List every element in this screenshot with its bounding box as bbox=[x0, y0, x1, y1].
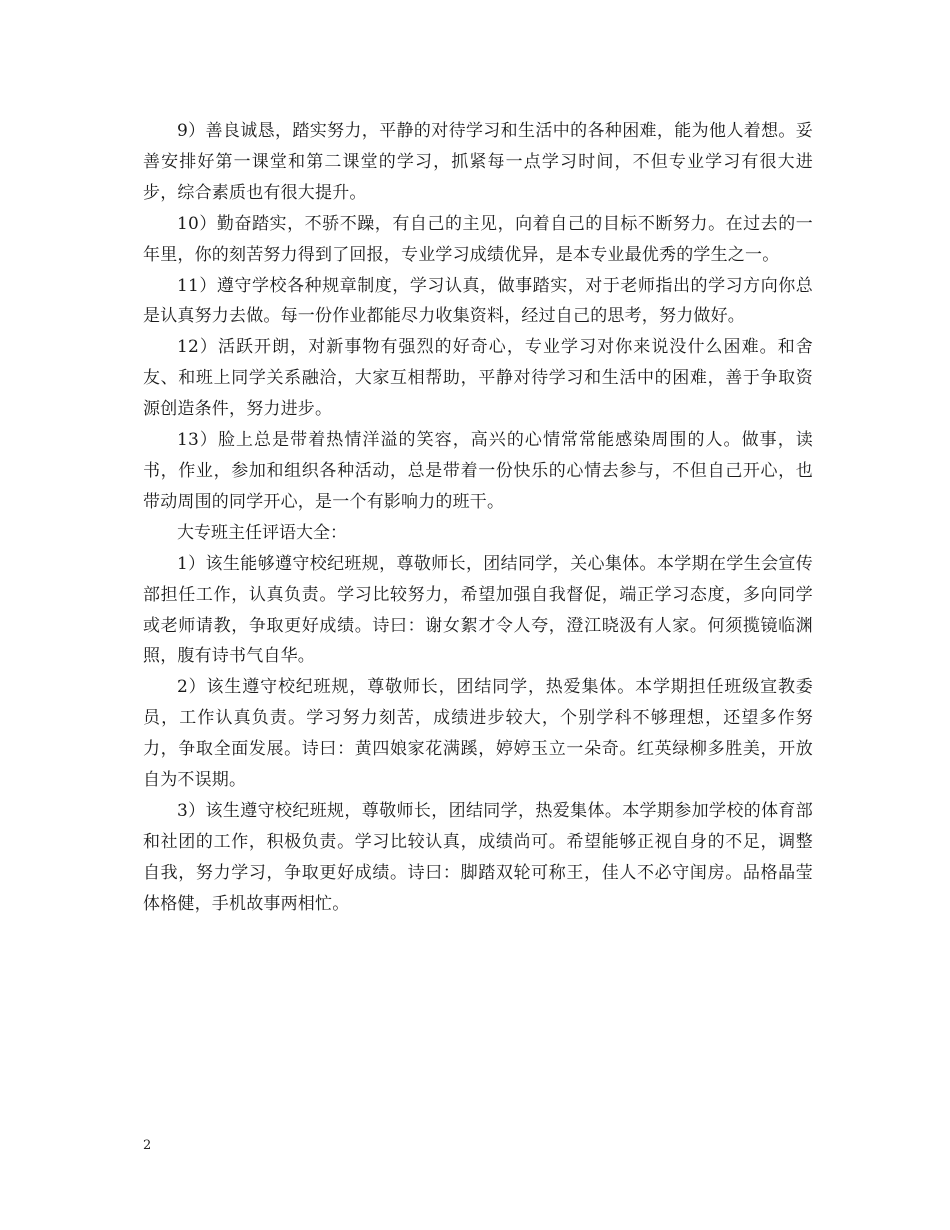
paragraph-comment-9: 9）善良诚恳，踏实努力，平静的对待学习和生活中的各种困难，能为他人着想。妥善安排好第一课堂和第二课堂的学习，抓紧每一点学习时间，不但专业学习有很大进步，综合素质也有很大提升。 bbox=[143, 121, 813, 203]
paragraph-comment-12: 12）活跃开朗，对新事物有强烈的好奇心，专业学习对你来说没什么困难。和舍友、和班上同学关系融洽，大家互相帮助，平静对待学习和生活中的困难，善于争取资源创造条件，努力进步。 bbox=[143, 337, 813, 420]
paragraph-college-comment-3: 3）该生遵守校纪班规，尊敬师长，团结同学，热爱集体。本学期参加学校的体育部和社团的工作，积极负责。学习比较认真，成绩尚可。希望能够正视自身的不足，调整自我，努力学习，争取更好成绩。诗曰：脚踏双轮可称王，佳人不必守闺房。品格晶莹体格健，手机故事两相忙。 bbox=[143, 800, 813, 914]
paragraph-comment-11: 11）遵守学校各种规章制度，学习认真，做事踏实，对于老师指出的学习方向你总是认真努力去做。每一份作业都能尽力收集资料，经过自己的思考，努力做好。 bbox=[143, 275, 813, 327]
page-number: 2 bbox=[143, 1138, 152, 1153]
document-body bbox=[143, 116, 813, 920]
paragraph-comment-10: 10）勤奋踏实，不骄不躁，有自己的主见，向着自己的目标不断努力。在过去的一年里，你的刻苦努力得到了回报，专业学习成绩优异，是本专业最优秀的学生之一。 bbox=[143, 213, 813, 265]
paragraph-college-comment-1: 1）该生能够遵守校纪班规，尊敬师长，团结同学，关心集体。本学期在学生会宣传部担任工作，认真负责。学习比较努力，希望加强自我督促，端正学习态度，多向同学或老师请教，争取更好成绩。诗曰：谢女絮才令人夸，澄江晓汲有人家。何须揽镜临渊照，腹有诗书气自华。 bbox=[143, 553, 813, 667]
paragraph-college-comment-2: 2）该生遵守校纪班规，尊敬师长，团结同学，热爱集体。本学期担任班级宣教委员，工作认真负责。学习努力刻苦，成绩进步较大，个别学科不够理想，还望多作努力，争取全面发展。诗曰：黄四娘家花满蹊，婷婷玉立一朵奇。红英绿柳多胜美，开放自为不误期。 bbox=[143, 677, 813, 791]
paragraph-comment-13: 13）脸上总是带着热情洋溢的笑容，高兴的心情常常能感染周围的人。做事，读书，作业，参加和组织各种活动，总是带着一份快乐的心情去参与，不但自己开心，也带动周围的同学开心，是一个有影响力的班干。 bbox=[143, 430, 813, 512]
section-heading: 大专班主任评语大全： bbox=[177, 522, 347, 543]
